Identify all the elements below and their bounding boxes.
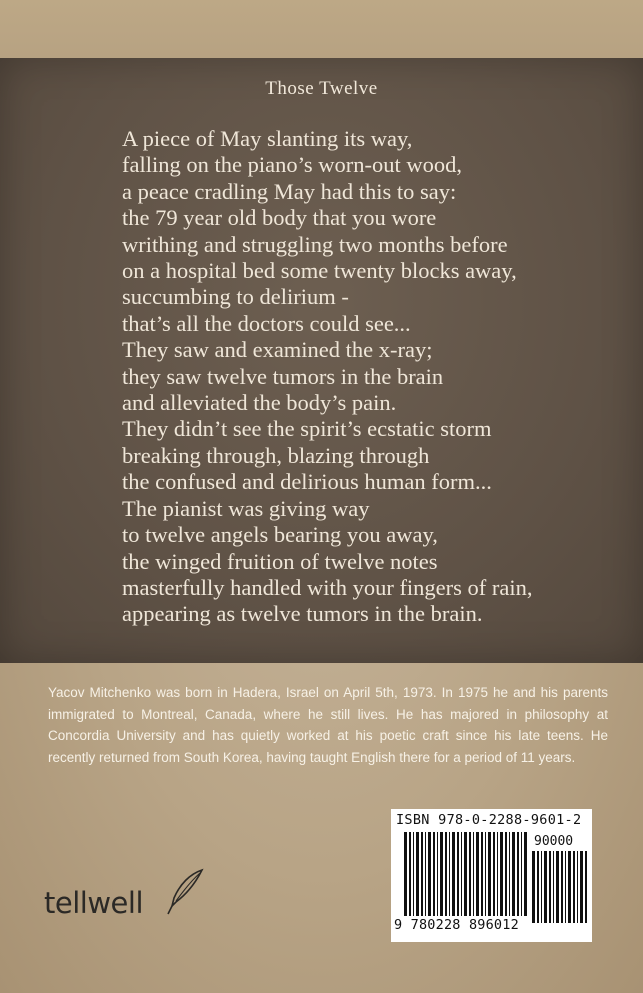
top-strip (0, 0, 643, 58)
poem-line: appearing as twelve tumors in the brain. (122, 601, 483, 627)
barcode-bar (469, 832, 471, 916)
barcode-bar (485, 832, 486, 916)
barcode-bar (573, 851, 575, 923)
barcode-bar (505, 832, 507, 916)
poem-line: writhing and struggling two months before (122, 231, 508, 257)
barcode-bar (457, 832, 459, 916)
poem-line: a peace cradling May had this to say: (122, 178, 457, 204)
poem-line: The pianist was giving way (122, 495, 370, 521)
barcode-bar (561, 851, 563, 923)
barcode-bar (428, 832, 431, 916)
poem-line: masterfully handled with your fingers of rain, (122, 574, 533, 600)
barcode-bar (437, 832, 438, 916)
barcode-bar (509, 832, 510, 916)
price-code: 90000 (534, 834, 574, 849)
poem-line: succumbing to delirium - (122, 284, 349, 310)
barcode-bar (404, 832, 407, 916)
barcode-bar (544, 851, 547, 923)
barcode-bar (493, 832, 495, 916)
barcode-bar (409, 832, 411, 916)
barcode-bar (549, 851, 551, 923)
barcode-bar (556, 851, 559, 923)
poem-line: They saw and examined the x-ray; (122, 337, 433, 363)
barcode-main (404, 832, 528, 916)
quill-icon (162, 868, 206, 916)
barcode-bar (488, 832, 491, 916)
barcode-bar (440, 832, 443, 916)
poem-line: they saw twelve tumors in the brain (122, 363, 444, 389)
poem-title: Those Twelve (265, 78, 378, 99)
barcode-bar (445, 832, 447, 916)
barcode-bar (413, 832, 414, 916)
barcode-digits: 9 780228 896012 (394, 917, 519, 933)
barcode-bar (524, 832, 527, 916)
barcode-bar (464, 832, 467, 916)
barcode-bar (541, 851, 542, 923)
poem-line: the winged fruition of twelve notes (122, 548, 438, 574)
poem-line: the 79 year old body that you wore (122, 205, 437, 231)
publisher-logo-text: tellwell (44, 886, 144, 920)
poem-line: the confused and delirious human form... (122, 469, 492, 495)
barcode-bar (568, 851, 571, 923)
poem-line: on a hospital bed some twenty blocks away, (122, 258, 517, 284)
barcode-bar (517, 832, 519, 916)
barcode-bar (580, 851, 583, 923)
poem-line: breaking through, blazing through (122, 442, 430, 468)
barcode-bar (537, 851, 539, 923)
author-bio: Yacov Mitchenko was born in Hadera, Israel on April 5th, 1973. In 1975 he and his parents immigrated to Montreal, Canada, where he still lives. He has majored in philosophy at Concordia University and has quietly worked at his poetic craft since his late teens. He recently returned from South Korea, having taught English there for a period of 11 years. (48, 685, 608, 765)
barcode-addon (532, 851, 588, 923)
poem-body (122, 126, 622, 628)
barcode-bar (461, 832, 462, 916)
barcode-bar (433, 832, 435, 916)
barcode-bar (473, 832, 474, 916)
barcode-bar (577, 851, 578, 923)
poem-line: They didn’t see the spirit’s ecstatic storm (122, 416, 492, 442)
barcode-bar (416, 832, 419, 916)
barcode-bar (512, 832, 515, 916)
isbn-label: ISBN 978-0-2288-9601-2 (396, 812, 582, 828)
poem-line: and alleviated the body’s pain. (122, 390, 397, 416)
barcode-bar (553, 851, 554, 923)
barcode-bar (449, 832, 450, 916)
barcode-bar (497, 832, 498, 916)
barcode-bar (521, 832, 522, 916)
barcode-bar (452, 832, 455, 916)
barcode-bar (585, 851, 587, 923)
barcode-bar (425, 832, 426, 916)
barcode-bar (500, 832, 503, 916)
barcode-bar (532, 851, 535, 923)
publisher-logo (44, 868, 204, 928)
barcode-bar (476, 832, 479, 916)
barcode-bar (481, 832, 483, 916)
barcode-bar (421, 832, 423, 916)
poem-line: that’s all the doctors could see... (122, 310, 411, 336)
poem-line: falling on the piano’s worn-out wood, (122, 152, 462, 178)
barcode-bar (565, 851, 566, 923)
poem-line: A piece of May slanting its way, (122, 126, 413, 151)
poem-line: to twelve angels bearing you away, (122, 522, 438, 548)
